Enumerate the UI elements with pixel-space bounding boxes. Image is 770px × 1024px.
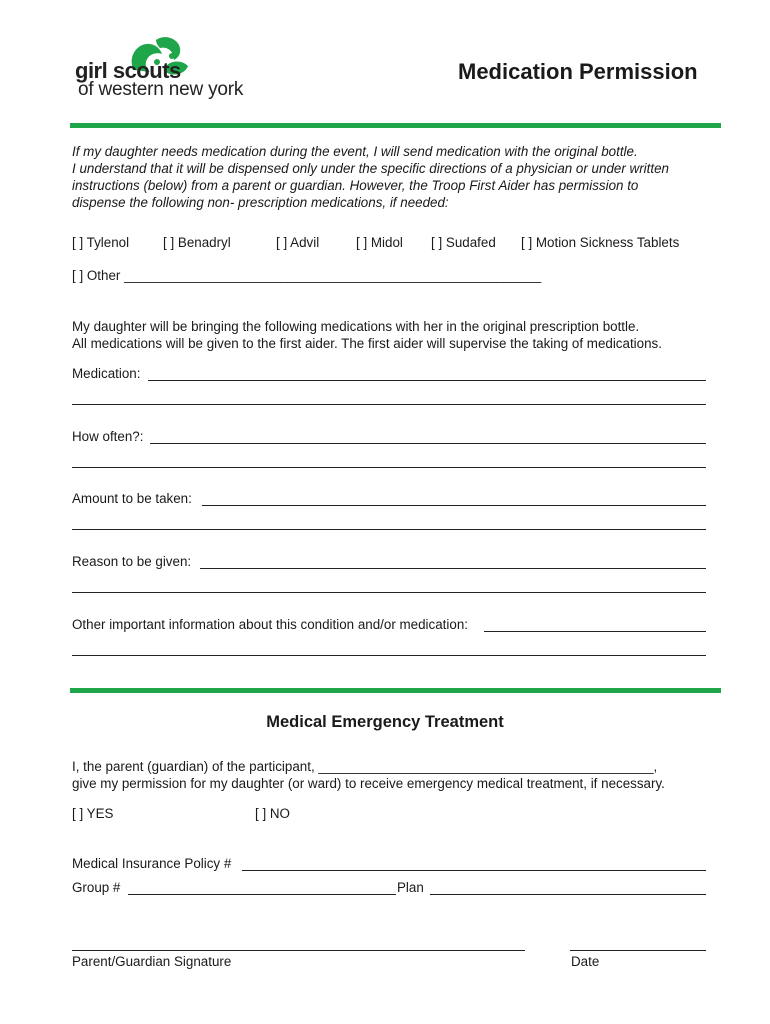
- prescription-line: My daughter will be bringing the following medications with her in the original prescription bottle.: [72, 319, 640, 334]
- group-label: Group #: [72, 880, 121, 895]
- reason-field[interactable]: [200, 568, 706, 569]
- prescription-paragraph: [72, 318, 662, 352]
- option-advil[interactable]: [ ] Advil: [276, 235, 320, 250]
- section-divider: [70, 688, 721, 693]
- option-other[interactable]: [ ] Other ________________________________________________________: [72, 268, 542, 283]
- logo-text-line2: of western new york: [78, 79, 244, 100]
- date-label: Date: [571, 954, 600, 969]
- how-often-field-line2[interactable]: [72, 467, 706, 468]
- how-often-label: How often?:: [72, 429, 144, 444]
- plan-field[interactable]: [430, 894, 706, 895]
- signature-field[interactable]: [72, 950, 525, 951]
- reason-field-line2[interactable]: [72, 592, 706, 593]
- intro-line: instructions (below) from a parent or guardian. However, the Troop First Aider has permission to: [72, 178, 639, 193]
- how-often-field[interactable]: [150, 443, 706, 444]
- option-yes[interactable]: [ ] YES: [72, 806, 114, 821]
- emergency-heading: Medical Emergency Treatment: [266, 713, 504, 731]
- header-divider: [70, 123, 721, 128]
- option-motion-sickness[interactable]: [ ] Motion Sickness Tablets: [521, 235, 680, 250]
- intro-paragraph: [72, 143, 669, 211]
- other-info-label: Other important information about this condition and/or medication:: [72, 617, 468, 632]
- intro-line: If my daughter needs medication during the event, I will send medication with the original bottle.: [72, 144, 638, 159]
- intro-line: dispense the following non- prescription medications, if needed:: [72, 195, 449, 210]
- page-title: Medication Permission: [458, 59, 698, 84]
- date-field[interactable]: [570, 950, 706, 951]
- reason-label: Reason to be given:: [72, 554, 192, 569]
- amount-label: Amount to be taken:: [72, 491, 192, 506]
- prescription-line: All medications will be given to the first aider. The first aider will supervise the taking of medications.: [72, 336, 662, 351]
- option-no[interactable]: [ ] NO: [255, 806, 290, 821]
- option-midol[interactable]: [ ] Midol: [356, 235, 403, 250]
- other-info-field-line2[interactable]: [72, 655, 706, 656]
- plan-label: Plan: [397, 880, 424, 895]
- logo-text-line1: girl scouts: [75, 58, 181, 83]
- option-sudafed[interactable]: [ ] Sudafed: [431, 235, 496, 250]
- option-benadryl[interactable]: [ ] Benadryl: [163, 235, 231, 250]
- intro-line: I understand that it will be dispensed only under the specific directions of a physician or under written: [72, 161, 669, 176]
- other-info-field[interactable]: [484, 631, 706, 632]
- signature-label: Parent/Guardian Signature: [72, 954, 232, 969]
- group-field[interactable]: [128, 894, 396, 895]
- insurance-label: Medical Insurance Policy #: [72, 856, 232, 871]
- medication-label: Medication:: [72, 366, 141, 381]
- medication-field[interactable]: [148, 380, 706, 381]
- consent-line: I, the parent (guardian) of the participant, _____________________________________________,: [72, 759, 658, 774]
- medication-field-line2[interactable]: [72, 404, 706, 405]
- consent-line: give my permission for my daughter (or ward) to receive emergency medical treatment, if necessary.: [72, 776, 665, 791]
- amount-field-line2[interactable]: [72, 529, 706, 530]
- insurance-field[interactable]: [242, 870, 706, 871]
- emergency-consent-paragraph: [72, 758, 665, 792]
- amount-field[interactable]: [202, 505, 706, 506]
- option-tylenol[interactable]: [ ] Tylenol: [72, 235, 130, 250]
